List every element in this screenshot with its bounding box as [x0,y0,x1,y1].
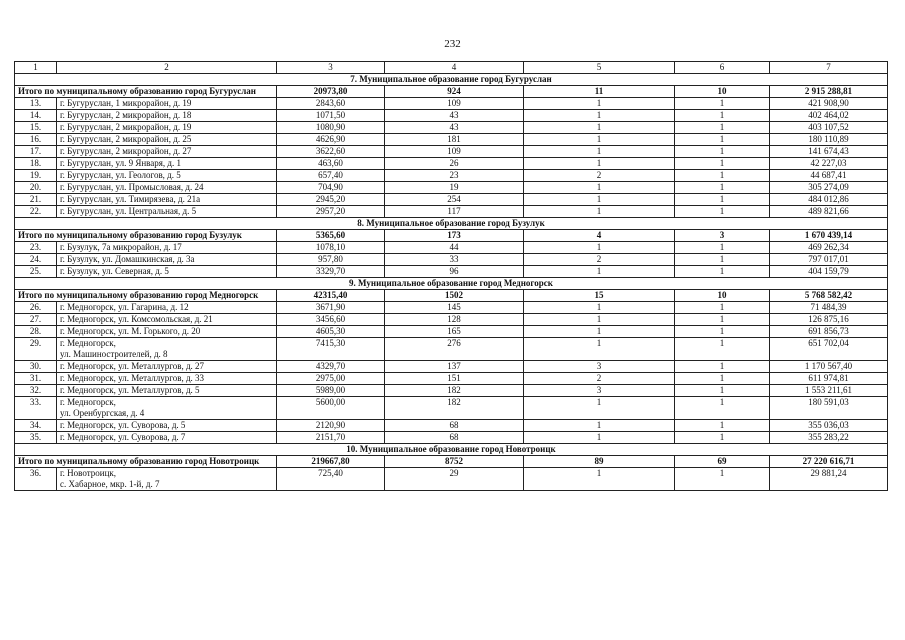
cell-c7: 126 875,16 [770,314,888,326]
cell-c5: 3 [524,361,675,373]
cell-c5: 1 [524,242,675,254]
cell-c5: 1 [524,338,675,361]
cell-c5: 1 [524,266,675,278]
cell-c4: 44 [385,242,524,254]
total-label: Итого по муниципальному образованию город Бузулук [15,230,277,242]
cell-c3: 657,40 [277,170,385,182]
address-line: г. Бугуруслан, ул. 9 Января, д. 1 [60,158,181,168]
table-row [15,98,888,110]
total-c5: 4 [524,230,675,242]
cell-c4: 33 [385,254,524,266]
row-number: 33. [15,397,57,420]
total-label: Итого по муниципальному образованию город Медногорск [15,290,277,302]
cell-c6: 1 [675,158,770,170]
cell-c7: 180 591,03 [770,397,888,420]
address-cell [57,98,277,110]
cell-c5: 1 [524,158,675,170]
cell-c4: 26 [385,158,524,170]
row-number: 35. [15,432,57,444]
address-cell [57,182,277,194]
address-cell [57,361,277,373]
address-line: г. Бугуруслан, 2 микрорайон, д. 19 [60,122,192,132]
cell-c7: 71 484,39 [770,302,888,314]
cell-c4: 137 [385,361,524,373]
cell-c3: 1071,50 [277,110,385,122]
cell-c4: 29 [385,468,524,491]
section-title-row [15,74,888,86]
table-row [15,338,888,361]
total-c3: 5365,60 [277,230,385,242]
cell-c4: 96 [385,266,524,278]
table-row [15,432,888,444]
cell-c4: 109 [385,146,524,158]
table-row [15,194,888,206]
table-row [15,170,888,182]
cell-c5: 2 [524,170,675,182]
cell-c7: 469 262,34 [770,242,888,254]
row-number: 15. [15,122,57,134]
cell-c6: 1 [675,420,770,432]
cell-c6: 1 [675,397,770,420]
table-row [15,254,888,266]
cell-c6: 1 [675,254,770,266]
total-row [15,456,888,468]
cell-c3: 704,90 [277,182,385,194]
address-line: г. Медногорск, [60,397,116,407]
total-c5: 11 [524,86,675,98]
total-c5: 15 [524,290,675,302]
section-title: 7. Муниципальное образование город Бугуруслан [15,74,888,86]
cell-c3: 957,80 [277,254,385,266]
address-cell [57,266,277,278]
cell-c7: 1 170 567,40 [770,361,888,373]
cell-c3: 5600,00 [277,397,385,420]
table-row [15,326,888,338]
address-line: г. Медногорск, ул. Металлургов, д. 27 [60,361,205,371]
row-number: 30. [15,361,57,373]
cell-c7: 305 274,09 [770,182,888,194]
cell-c6: 1 [675,182,770,194]
cell-c6: 1 [675,242,770,254]
total-c6: 10 [675,290,770,302]
header-cell: 7 [770,62,888,74]
row-number: 18. [15,158,57,170]
table-row [15,373,888,385]
address-line: г. Новотроицк, [60,468,117,478]
cell-c7: 691 856,73 [770,326,888,338]
header-cell: 1 [15,62,57,74]
cell-c4: 43 [385,122,524,134]
total-c4: 1502 [385,290,524,302]
total-c3: 20973,80 [277,86,385,98]
address-cell [57,326,277,338]
total-c3: 42315,40 [277,290,385,302]
total-c4: 173 [385,230,524,242]
cell-c4: 276 [385,338,524,361]
address-line: г. Медногорск, ул. Суворова, д. 5 [60,420,186,430]
cell-c3: 3622,60 [277,146,385,158]
table-row [15,146,888,158]
row-number: 16. [15,134,57,146]
cell-c6: 1 [675,146,770,158]
total-label: Итого по муниципальному образованию город Новотроицк [15,456,277,468]
cell-c4: 182 [385,397,524,420]
total-c6: 3 [675,230,770,242]
address-cell [57,397,277,420]
address-line: г. Бугуруслан, ул. Центральная, д. 5 [60,206,197,216]
table-row [15,468,888,491]
address-cell [57,314,277,326]
row-number: 13. [15,98,57,110]
address-cell [57,158,277,170]
cell-c4: 182 [385,385,524,397]
address-line: г. Бузулук, ул. Северная, д. 5 [60,266,169,276]
table-row [15,206,888,218]
header-cell: 5 [524,62,675,74]
cell-c7: 611 974,81 [770,373,888,385]
address-line: г. Медногорск, ул. Металлургов, д. 33 [60,373,205,383]
row-number: 19. [15,170,57,182]
cell-c5: 1 [524,146,675,158]
cell-c4: 109 [385,98,524,110]
cell-c6: 1 [675,170,770,182]
total-c3: 219667,80 [277,456,385,468]
cell-c5: 1 [524,206,675,218]
table-row [15,266,888,278]
address-cell [57,254,277,266]
row-number: 28. [15,326,57,338]
header-cell: 4 [385,62,524,74]
total-row [15,86,888,98]
total-c4: 924 [385,86,524,98]
data-table [14,61,888,491]
cell-c6: 1 [675,110,770,122]
row-number: 24. [15,254,57,266]
address-line: г. Медногорск, ул. Гагарина, д. 12 [60,302,189,312]
cell-c3: 2843,60 [277,98,385,110]
address-line: г. Бугуруслан, 2 микрорайон, д. 27 [60,146,192,156]
total-c7: 2 915 288,81 [770,86,888,98]
cell-c4: 68 [385,432,524,444]
cell-c6: 1 [675,432,770,444]
row-number: 36. [15,468,57,491]
cell-c6: 1 [675,266,770,278]
cell-c7: 141 674,43 [770,146,888,158]
cell-c6: 1 [675,361,770,373]
address-cell [57,134,277,146]
total-c7: 5 768 582,42 [770,290,888,302]
cell-c7: 404 159,79 [770,266,888,278]
cell-c6: 1 [675,326,770,338]
address-cell [57,432,277,444]
cell-c7: 1 553 211,61 [770,385,888,397]
cell-c7: 403 107,52 [770,122,888,134]
address-cell [57,242,277,254]
cell-c4: 254 [385,194,524,206]
cell-c7: 180 110,89 [770,134,888,146]
table-row [15,122,888,134]
cell-c4: 19 [385,182,524,194]
header-row [15,62,888,74]
section-title: 9. Муниципальное образование город Медногорск [15,278,888,290]
address-line: г. Медногорск, ул. Комсомольская, д. 21 [60,314,213,324]
table-row [15,242,888,254]
cell-c5: 1 [524,302,675,314]
total-c7: 27 220 616,71 [770,456,888,468]
cell-c6: 1 [675,338,770,361]
row-number: 34. [15,420,57,432]
address-line: г. Бугуруслан, 2 микрорайон, д. 18 [60,110,192,120]
page-number: 232 [444,38,461,50]
cell-c5: 1 [524,194,675,206]
cell-c5: 1 [524,98,675,110]
cell-c4: 23 [385,170,524,182]
cell-c6: 1 [675,122,770,134]
cell-c4: 117 [385,206,524,218]
row-number: 29. [15,338,57,361]
cell-c6: 1 [675,206,770,218]
address-cell [57,420,277,432]
cell-c6: 1 [675,194,770,206]
address-line: г. Бугуруслан, ул. Промысловая, д. 24 [60,182,204,192]
table-row [15,397,888,420]
cell-c4: 128 [385,314,524,326]
header-cell: 2 [57,62,277,74]
cell-c6: 1 [675,385,770,397]
cell-c3: 1080,90 [277,122,385,134]
cell-c5: 1 [524,468,675,491]
total-c7: 1 670 439,14 [770,230,888,242]
total-row [15,290,888,302]
cell-c7: 42 227,03 [770,158,888,170]
cell-c3: 1078,10 [277,242,385,254]
cell-c5: 1 [524,134,675,146]
section-title: 10. Муниципальное образование город Новотроицк [15,444,888,456]
cell-c7: 484 012,86 [770,194,888,206]
cell-c3: 463,60 [277,158,385,170]
row-number: 31. [15,373,57,385]
cell-c5: 1 [524,122,675,134]
section-title: 8. Муниципальное образование город Бузулук [15,218,888,230]
table-row [15,302,888,314]
address-line: г. Бугуруслан, 1 микрорайон, д. 19 [60,98,192,108]
cell-c4: 165 [385,326,524,338]
table-row [15,361,888,373]
cell-c3: 5989,00 [277,385,385,397]
cell-c7: 355 036,03 [770,420,888,432]
cell-c5: 1 [524,397,675,420]
table-row [15,314,888,326]
row-number: 23. [15,242,57,254]
row-number: 17. [15,146,57,158]
total-c4: 8752 [385,456,524,468]
address-cell [57,122,277,134]
cell-c7: 421 908,90 [770,98,888,110]
address-cell [57,385,277,397]
cell-c7: 797 017,01 [770,254,888,266]
total-c5: 89 [524,456,675,468]
header-cell: 3 [277,62,385,74]
table-body [15,62,888,491]
cell-c6: 1 [675,98,770,110]
cell-c6: 1 [675,134,770,146]
address-line: г. Бугуруслан, 2 микрорайон, д. 25 [60,134,192,144]
table-row [15,158,888,170]
cell-c3: 3671,90 [277,302,385,314]
header-cell: 6 [675,62,770,74]
address-line-2: ул. Машиностроителей, д. 8 [60,349,168,359]
table-row [15,110,888,122]
cell-c3: 2120,90 [277,420,385,432]
cell-c3: 2151,70 [277,432,385,444]
address-line: г. Медногорск, [60,338,116,348]
row-number: 32. [15,385,57,397]
cell-c3: 4626,90 [277,134,385,146]
cell-c5: 1 [524,432,675,444]
cell-c4: 151 [385,373,524,385]
cell-c4: 181 [385,134,524,146]
cell-c4: 43 [385,110,524,122]
row-number: 14. [15,110,57,122]
cell-c3: 7415,30 [277,338,385,361]
cell-c3: 725,40 [277,468,385,491]
cell-c6: 1 [675,302,770,314]
cell-c5: 1 [524,314,675,326]
section-title-row [15,444,888,456]
cell-c6: 1 [675,468,770,491]
row-number: 22. [15,206,57,218]
address-cell [57,146,277,158]
address-line: г. Медногорск, ул. Суворова, д. 7 [60,432,186,442]
cell-c3: 4329,70 [277,361,385,373]
total-c6: 10 [675,86,770,98]
row-number: 25. [15,266,57,278]
table-row [15,420,888,432]
cell-c5: 1 [524,420,675,432]
cell-c5: 1 [524,110,675,122]
total-c6: 69 [675,456,770,468]
cell-c3: 2975,00 [277,373,385,385]
address-cell [57,302,277,314]
total-row [15,230,888,242]
cell-c5: 2 [524,373,675,385]
cell-c3: 4605,30 [277,326,385,338]
cell-c3: 3329,70 [277,266,385,278]
address-cell [57,338,277,361]
cell-c5: 2 [524,254,675,266]
address-line: г. Бугуруслан, ул. Геологов, д. 5 [60,170,181,180]
address-line-2: ул. Оренбургская, д. 4 [60,408,145,418]
row-number: 21. [15,194,57,206]
row-number: 27. [15,314,57,326]
row-number: 20. [15,182,57,194]
address-cell [57,373,277,385]
table-row [15,134,888,146]
cell-c6: 1 [675,314,770,326]
section-title-row [15,218,888,230]
address-cell [57,170,277,182]
address-line: г. Медногорск, ул. М. Горького, д. 20 [60,326,201,336]
cell-c4: 68 [385,420,524,432]
row-number: 26. [15,302,57,314]
address-line: г. Бузулук, 7а микрорайон, д. 17 [60,242,182,252]
cell-c5: 1 [524,326,675,338]
address-cell [57,110,277,122]
address-line: г. Медногорск, ул. Металлургов, д. 5 [60,385,200,395]
cell-c6: 1 [675,373,770,385]
cell-c7: 489 821,66 [770,206,888,218]
address-line: г. Бузулук, ул. Домашкинская, д. 3а [60,254,195,264]
cell-c4: 145 [385,302,524,314]
table-row [15,182,888,194]
cell-c3: 2957,20 [277,206,385,218]
section-title-row [15,278,888,290]
cell-c3: 3456,60 [277,314,385,326]
cell-c7: 29 881,24 [770,468,888,491]
cell-c7: 355 283,22 [770,432,888,444]
cell-c3: 2945,20 [277,194,385,206]
cell-c7: 44 687,41 [770,170,888,182]
address-cell [57,194,277,206]
cell-c7: 651 702,04 [770,338,888,361]
total-label: Итого по муниципальному образованию город Бугуруслан [15,86,277,98]
address-cell [57,206,277,218]
table-row [15,385,888,397]
address-line-2: с. Хабарное, мкр. 1-й, д. 7 [60,479,160,489]
cell-c5: 3 [524,385,675,397]
address-line: г. Бугуруслан, ул. Тимирязева, д. 21а [60,194,201,204]
cell-c7: 402 464,02 [770,110,888,122]
cell-c5: 1 [524,182,675,194]
address-cell [57,468,277,491]
